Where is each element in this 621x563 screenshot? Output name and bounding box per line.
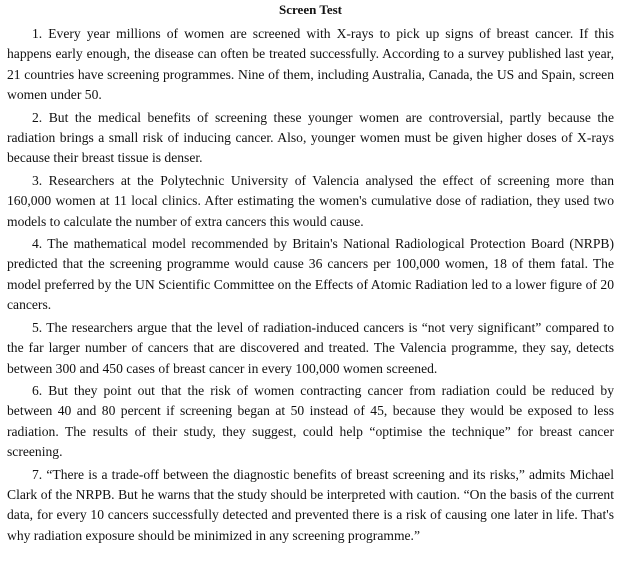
paragraph-5: 5. The researchers argue that the level of radiation-induced cancers is “not very significant” compared to the far larger number of cancers that are discovered and treated. The Valencia programme, they say, detects between 300 and 450 cases of breast cancer in every 100,000 women screened. [7,319,614,376]
paragraph-4: 4. The mathematical model recommended by Britain's National Radiological Protection Board (NRPB) predicted that the screening programme would cause 36 cancers per 100,000 women, 18 of them fatal. The model preferred by the UN Scientific Committee on the Effects of Atomic Radiation led to a lower figure of 20 cancers. [7,236,614,313]
paragraph-2: 2. But the medical benefits of screening these younger women are controversial, partly because the radiation brings a small risk of inducing cancer. Also, younger women must be given higher doses of X-rays because their breast tissue is denser. [7,109,614,166]
paragraph-6: 6. But they point out that the risk of women contracting cancer from radiation could be reduced by between 40 and 80 percent if screening began at 50 instead of 45, because they would be exposed to less radiation. The results of their study, they suggest, could help “optimise the technique” for breast cancer screening. [7,382,614,460]
paragraph-7: 7. “There is a trade-off between the diagnostic benefits of breast screening and its risks,” admits Michael Clark of the NRPB. But he warns that the study should be interpreted with caution. “On the basis of the current data, for every 10 cancers successfully detected and prevented there is a risk of causing one later in life. That's why radiation exposure should be minimized in any screening programme.” [7,466,614,543]
paragraph-1: 1. Every year millions of women are screened with X-rays to pick up signs of breast cancer. If this happens early enough, the disease can often be treated successfully. According to a survey published last year, 21 countries have screening programmes. Nine of them, including Australia, Canada, the US and Spain, screen women under 50. [7,26,614,103]
paragraph-3: 3. Researchers at the Polytechnic University of Valencia analysed the effect of screening more than 160,000 women at 11 local clinics. After estimating the women's cumulative dose of radiation, they used two models to calculate the number of extra cancers this would cause. [7,172,614,229]
document-title: Screen Test [279,2,342,17]
